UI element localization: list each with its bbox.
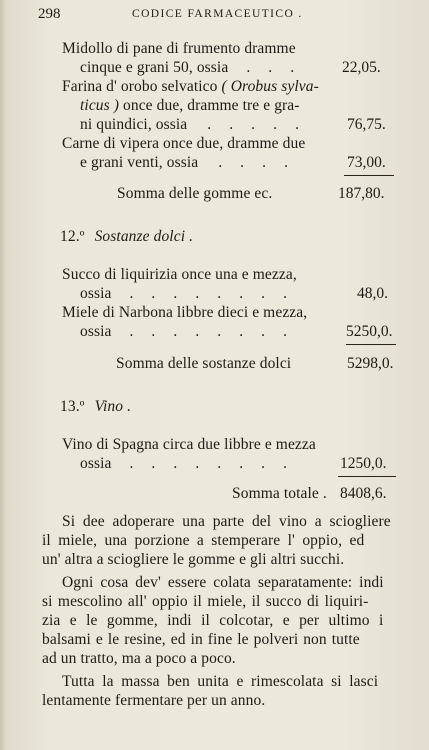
paragraph-line: Si dee adoperare una parte del vino a sciogliere (62, 513, 391, 530)
item-miele-value: 5250,0. (346, 323, 393, 340)
item-farina-line2: ticus ) once due, dramme tre e gra- (80, 97, 300, 114)
sum-rule (346, 344, 396, 345)
section-12-heading: 12.º Sostanze dolci . (60, 228, 194, 245)
gomme-total-label: Somma delle gomme ec. (117, 185, 273, 202)
section-13-heading: 13.º Vino . (60, 398, 132, 415)
item-carne-value: 73,00. (347, 154, 386, 171)
item-miele-line1: Miele di Narbona libbre dieci e mezza, (62, 304, 308, 321)
item-midollo-value: 22,05. (342, 59, 381, 76)
grand-total-label: Somma totale . (232, 485, 327, 502)
item-vino-line2: ossia . . . . . . . . (80, 455, 288, 472)
item-farina-line3: ni quindici, ossia . . . . . (80, 116, 300, 133)
item-succo-value: 48,0. (357, 285, 388, 302)
sum-rule (338, 476, 396, 477)
paragraph-line: lentamente fermentare per un anno. (42, 692, 266, 709)
item-succo-line2: ossia . . . . . . . . (80, 285, 288, 302)
dolci-total-value: 5298,0. (347, 355, 394, 372)
paragraph-line: si mescolino all' oppio il miele, il succo di liquiri- (42, 593, 369, 610)
item-farina-value: 76,75. (347, 116, 386, 133)
paragraph-line: il miele, una porzione a stemperare l' oppio, ed (42, 532, 365, 549)
paragraph-line: zia e le gomme, indi il colcotar, e per ultimo i (42, 612, 384, 629)
gomme-total-value: 187,80. (338, 185, 385, 202)
item-carne-line1: Carne di vipera once due, dramme due (62, 135, 306, 152)
item-midollo-line1: Midollo di pane di frumento dramme (62, 40, 296, 57)
item-vino-line1: Vino di Spagna circa due libbre e mezza (62, 436, 316, 453)
paragraph-line: un' altra a sciogliere le gomme e gli altri succhi. (42, 551, 345, 568)
grand-total-value: 8408,6. (340, 485, 387, 502)
dolci-total-label: Somma delle sostanze dolci (116, 355, 292, 372)
item-vino-value: 1250,0. (340, 455, 387, 472)
item-midollo-line2: cinque e grani 50, ossia . . . (80, 59, 295, 76)
running-head: CODICE FARMACEUTICO . (132, 8, 303, 20)
page-number: 298 (38, 6, 61, 22)
paragraph-line: Ogni cosa dev' essere colata separatamente: indi (62, 574, 384, 591)
page-gutter-shadow (0, 0, 6, 750)
paragraph-line: Tutta la massa ben unita e rimescolata si lasci (62, 673, 379, 690)
item-farina-line1: Farina d' orobo selvatico ( Orobus sylva- (62, 78, 319, 95)
paragraph-line: ad un tratto, ma a poco a poco. (42, 650, 236, 667)
paragraph-line: balsami e le resine, ed in fine le polveri non tutte (42, 631, 360, 648)
item-miele-line2: ossia . . . . . . . . (80, 323, 288, 340)
sum-rule (344, 175, 394, 176)
item-carne-line2: e grani venti, ossia . . . . (80, 154, 289, 171)
item-succo-line1: Succo di liquirizia once una e mezza, (62, 266, 297, 283)
